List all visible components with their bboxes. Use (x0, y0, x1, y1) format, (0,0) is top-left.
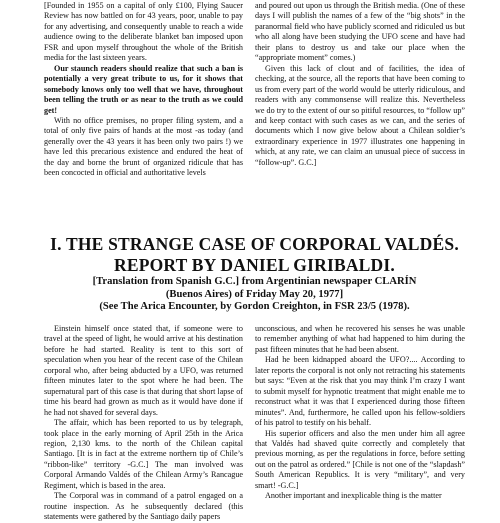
body-paragraph-2: The affair, which has been reported to us by telegraph, took place in the early morning of April 25th in the Arica region, 2,130 kms. to the north of the Chilean capital Santiago. [It is in fact at the extreme northern tip of Chile’s “ribbon-like” territory -G.C.] The man involved was Corporal Armando Valdés of the Chilean Army’s Rancague Regiment, which is based in the area. (44, 418, 243, 490)
body-paragraph-3: The Corporal was in command of a patrol engaged on a routine inspection. As he subsequently declared (this statements were gathered by the Santiago daily papers (44, 491, 243, 522)
intro-paragraph-4: and poured out upon us through the British media. (One of these days I will publish the names of a few of the “big shots” in the paranormal field who have publicly scorned and ridiculed us but who all along have been studying the UFO scene and have had their plans to destroy us and take our place when the “appropriate moment” comes.) (255, 1, 465, 63)
article-source-line-1: [Translation from Spanish G.C.] from Argentinian newspaper CLARÍN (92, 276, 417, 287)
article-source-line-2: (Buenos Aires) of Friday May 20, 1977] (165, 288, 344, 300)
top-left-column (44, 1, 243, 179)
top-right-column (255, 1, 465, 168)
article-title-line-2: REPORT BY DANIEL GIRIBALDI. (114, 255, 395, 275)
bottom-left-column (44, 324, 243, 523)
intro-paragraph-5: Given this lack of clout and of facilities, the idea of checking, at the source, all the reports that have been coming to us from every part of the world would be utterly ridiculous, and readers with any commonsense will realize this. Nevertheless we do try to the extent of our so pitiful resources, to “follow up” and keep contact with such cases as we can, and the series of documents which I now give below about a Chilean soldier’s extraordinary experience in 1977 illustrates one happening in which, at any rate, we can claim an unusual piece of success in “follow-up”. G.C.] (255, 63, 465, 167)
body-paragraph-5: Had he been kidnapped aboard the UFO?.... According to later reports the corporal is not only not retracting his statements but says: “Even at the risk that you may think I’m crazy I want to submit myself for hypnotic treatment that might enable me to reconstruct what it was that I experienced during those fifteen minutes”. And, furthermore, he called upon his fellow-soldiers of his patrol to testify on his behalf. (255, 355, 465, 428)
body-paragraph-1: Einstein himself once stated that, if someone were to travel at the speed of light, he would arrive at his destination before he had started. Reality is tent to this sort of speculation when you hear of the recent case of the Chilean corporal who, after being abducted by a UFO, was returned fifteen minutes later to the spot where he had been. The supernatural part of this case is that during that short lapse of time his beard had grown as much as it would have done if he had not shaved for several days. (44, 324, 243, 417)
body-paragraph-7: Another important and inexplicable thing is the matter (265, 491, 442, 501)
article-reference-line: (See The Arica Encounter, by Gordon Creighton, in FSR 23/5 (1978). (99, 301, 410, 313)
bottom-right-column (255, 324, 465, 502)
intro-paragraph-1: [Founded in 1955 on a capital of only £100, Flying Saucer Review has now battled on for 43 years, poor, unable to pay for any advertising, and consequently unable to reach a wide audience owing to the deliberate blanket ban imposed upon FSR and upon myself throughout the whole of the British media for the last sixteen years. (44, 1, 243, 63)
body-paragraph-4: unconscious, and when he recovered his senses he was unable to remember anything of what had happened to him during the past fifteen minutes that he had been absent. (255, 324, 465, 354)
intro-paragraph-3: With no office premises, no proper filing system, and a total of only five pairs of hands at the most -as today (and generally over the 43 years it has been only two pairs !) we have led this precarious existence and endured the heat of the day and borne the brunt of organized ridicule that has been concocted in official and authoritative levels (44, 115, 243, 178)
body-paragraph-6: His superior officers and also the men under him all agree that Valdés had shaved quite correctly and completely that previous morning, as per the regulations in force, before setting out on the patrol as ordered.” [Chile is not one of the “slapdash” South American Republics. It is very “military”, and very smart! -G.C.] (255, 428, 465, 490)
article-heading (44, 234, 465, 314)
article-title-line-1: I. THE STRANGE CASE OF CORPORAL VALDÉS. (50, 234, 459, 254)
intro-paragraph-2: Our staunch readers should realize that such a ban is potentially a very great tribute to us, for it shows that somebody knows only too well that we have, throughout been telling the truth or as near to the truth as we could get! (44, 63, 243, 115)
